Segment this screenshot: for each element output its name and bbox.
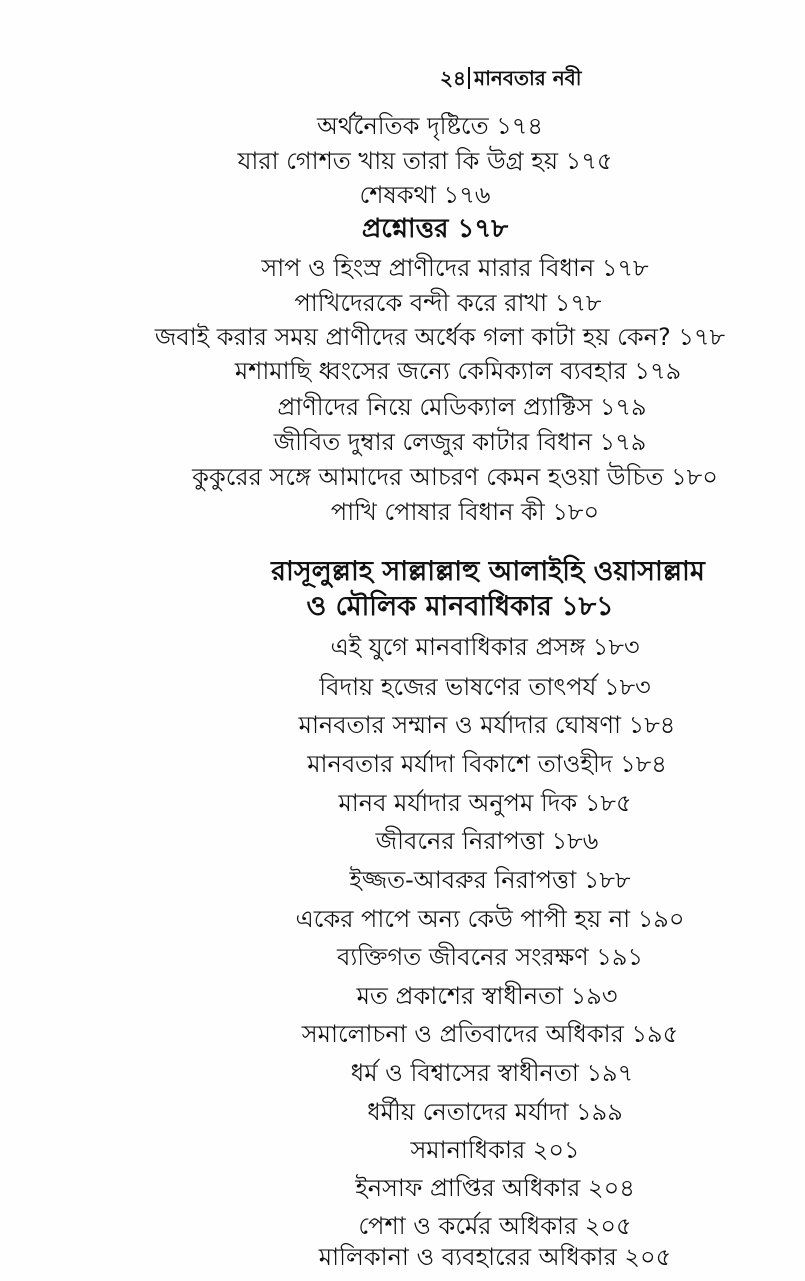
toc-entry: ইজ্জত-আবরুর নিরাপত্তা ১৮৮ [349, 866, 631, 894]
toc-chapter-title-line-1: রাসূলুল্লাহ সাল্লাল্লাহু আলাইহি ওয়াসাল্লাম [271, 556, 705, 587]
toc-entry: জবাই করার সময় প্রাণীদের অর্ধেক গলা কাটা হয় কেন? ১৭৮ [154, 323, 726, 351]
toc-entry: ইনসাফ প্রাপ্তির অধিকার ২০৪ [355, 1174, 635, 1202]
toc-entry: পেশা ও কর্মের অধিকার ২০৫ [358, 1212, 632, 1240]
header-divider [468, 67, 470, 89]
toc-entry: অর্থনৈতিক দৃষ্টিতে ১৭৪ [317, 112, 543, 140]
toc-entry: একের পাপে অন্য কেউ পাপী হয় না ১৯০ [295, 905, 685, 933]
page-number: ২৪ [440, 66, 466, 90]
toc-entry: প্রাণীদের নিয়ে মেডিক্যাল প্র্যাক্টিস ১৭৯ [277, 393, 647, 421]
toc-entry: জীবিত দুম্বার লেজুর কাটার বিধান ১৭৯ [273, 428, 647, 456]
toc-entry: যারা গোশত খায় তারা কি উগ্র হয় ১৭৫ [237, 147, 613, 175]
toc-entry: এই যুগে মানবাধিকার প্রসঙ্গ ১৮৩ [330, 633, 640, 661]
toc-entry: মালিকানা ও ব্যবহারের অধিকার ২০৫ [318, 1243, 672, 1271]
toc-entry: ধর্ম ও বিশ্বাসের স্বাধীনতা ১৯৭ [350, 1059, 634, 1087]
toc-entry: সমানাধিকার ২০১ [410, 1136, 580, 1164]
toc-chapter-title-line-2: ও মৌলিক মানবাধিকার ১৮১ [306, 591, 614, 622]
toc-entry: সমালোচনা ও প্রতিবাদের অধিকার ১৯৫ [301, 1020, 679, 1048]
toc-entry: পাখি পোষার বিধান কী ১৮০ [330, 498, 600, 526]
toc-entry: ব্যক্তিগত জীবনের সংরক্ষণ ১৯১ [336, 943, 644, 971]
toc-entry: বিদায় হজের ভাষণের তাৎপর্য ১৮৩ [319, 673, 651, 701]
toc-entry: মানব মর্যাদার অনুপম দিক ১৮৫ [338, 789, 632, 817]
toc-entry: সাপ ও হিংস্র প্রাণীদের মারার বিধান ১৭৮ [261, 254, 649, 282]
toc-section-heading: প্রশ্নোত্তর ১৭৮ [361, 214, 509, 244]
book-title: মানবতার নবী [473, 66, 582, 90]
toc-entry: মত প্রকাশের স্বাধীনতা ১৯৩ [356, 982, 618, 1010]
toc-entry: জীবনের নিরাপত্তা ১৮৬ [375, 827, 599, 855]
toc-entry: মানবতার সম্মান ও মর্যাদার ঘোষণা ১৮৪ [298, 711, 676, 739]
page-header [440, 64, 582, 97]
toc-entry: মানবতার মর্যাদা বিকাশে তাওহীদ ১৮৪ [307, 750, 667, 778]
toc-entry: পাখিদেরকে বন্দী করে রাখা ১৭৮ [294, 289, 602, 317]
toc-entry: ধর্মীয় নেতাদের মর্যাদা ১৯৯ [367, 1098, 623, 1126]
toc-entry: শেষকথা ১৭৬ [359, 181, 491, 209]
toc-entry: কুকুরের সঙ্গে আমাদের আচরণ কেমন হওয়া উচিত ১৮০ [192, 463, 718, 491]
toc-entry: মশামাছি ধ্বংসের জন্যে কেমিক্যাল ব্যবহার ১৭৯ [234, 357, 682, 385]
